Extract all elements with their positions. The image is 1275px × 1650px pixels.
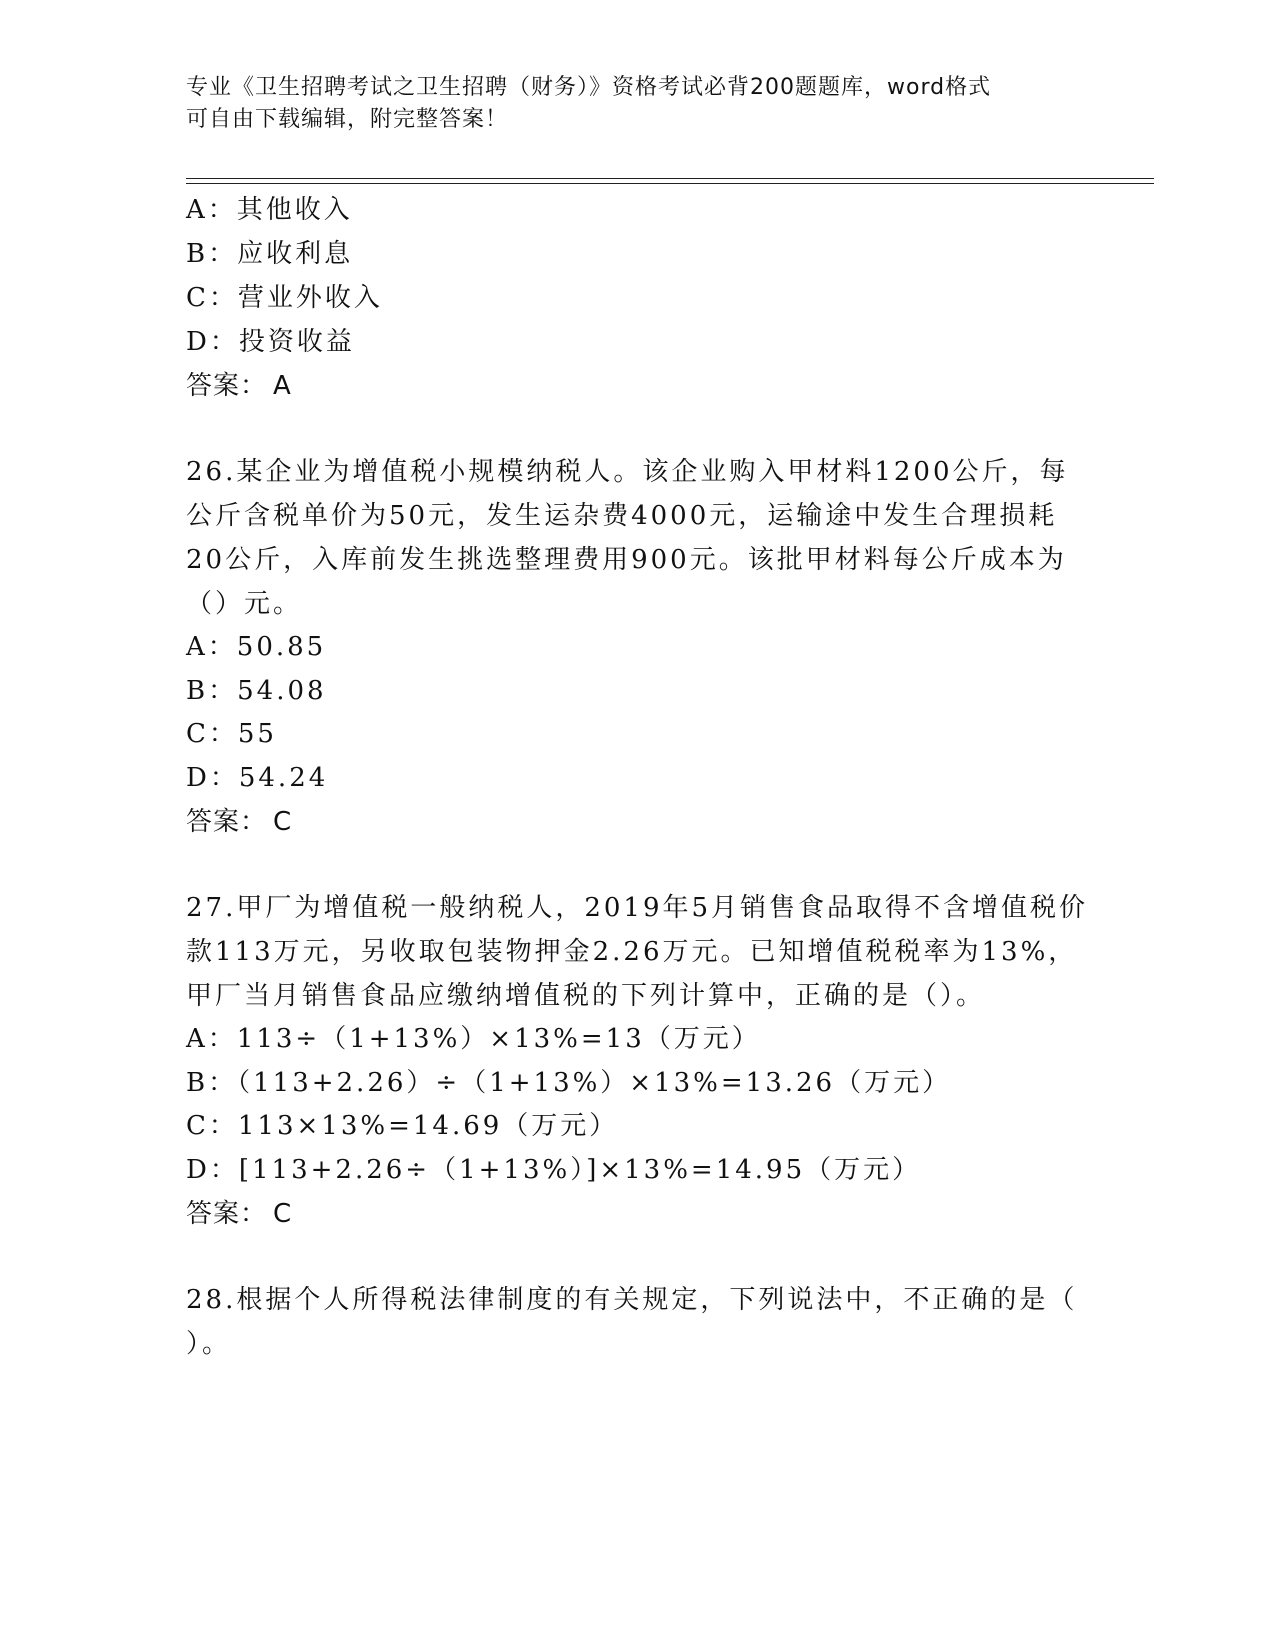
q27-option-d: D：[113+2.26÷（1+13%）]×13%=14.95（万元）: [186, 1155, 922, 1185]
q25-option-b: B：应收利息: [186, 239, 354, 269]
q27-option-b: B：（113+2.26）÷（1+13%）×13%=13.26（万元）: [186, 1068, 952, 1098]
q27-stem-line-2: 款113万元，另收取包装物押金2.26万元。已知增值税税率为13%，: [186, 937, 1078, 967]
answer-value: C: [273, 807, 293, 837]
q26-option-a: A：50.85: [186, 632, 327, 662]
q27-stem-line-1: 27.甲厂为增值税一般纳税人，2019年5月销售食品取得不含增值税价: [186, 893, 1089, 923]
answer-label: 答案：: [186, 371, 268, 401]
answer-value: C: [273, 1199, 293, 1229]
answer-value: A: [273, 371, 292, 401]
q28-stem-line-1: 28.根据个人所得税法律制度的有关规定，下列说法中，不正确的是（: [186, 1285, 1078, 1315]
q25-option-a: A：其他收入: [186, 195, 353, 225]
q27-option-c: C：113×13%=14.69（万元）: [186, 1111, 619, 1141]
q28-stem-line-2: ）。: [186, 1329, 232, 1359]
document-header: [186, 72, 1086, 136]
q25-answer: [186, 370, 292, 402]
q26-option-c: C：55: [186, 719, 277, 749]
q25-option-d: D：投资收益: [186, 327, 355, 357]
q27-option-a: A：113÷（1+13%）×13%=13（万元）: [186, 1024, 761, 1054]
q27-stem-line-3: 甲厂当月销售食品应缴纳增值税的下列计算中，正确的是（）。: [186, 981, 986, 1011]
q26-option-b: B：54.08: [186, 676, 327, 706]
q26-stem-line-2: 公斤含税单价为50元，发生运杂费4000元，运输途中发生合理损耗: [186, 501, 1058, 531]
q25-option-c: C：营业外收入: [186, 283, 383, 313]
q26-answer: [186, 806, 292, 838]
q26-stem-line-4: （）元。: [186, 589, 303, 619]
header-divider-bottom: [186, 183, 1154, 184]
answer-label: 答案：: [186, 1199, 268, 1229]
q26-stem-line-1: 26.某企业为增值税小规模纳税人。该企业购入甲材料1200公斤，每: [186, 457, 1069, 487]
q26-stem-line-3: 20公斤，入库前发生挑选整理费用900元。该批甲材料每公斤成本为: [186, 545, 1067, 575]
q26-option-d: D：54.24: [186, 763, 329, 793]
answer-label: 答案：: [186, 807, 268, 837]
header-divider-top: [186, 178, 1154, 179]
header-line-2: 可自由下载编辑，附完整答案！: [186, 107, 509, 132]
header-line-1: 专业《卫生招聘考试之卫生招聘（财务）》资格考试必背200题题库，word格式: [186, 75, 992, 100]
q27-answer: [186, 1198, 292, 1230]
